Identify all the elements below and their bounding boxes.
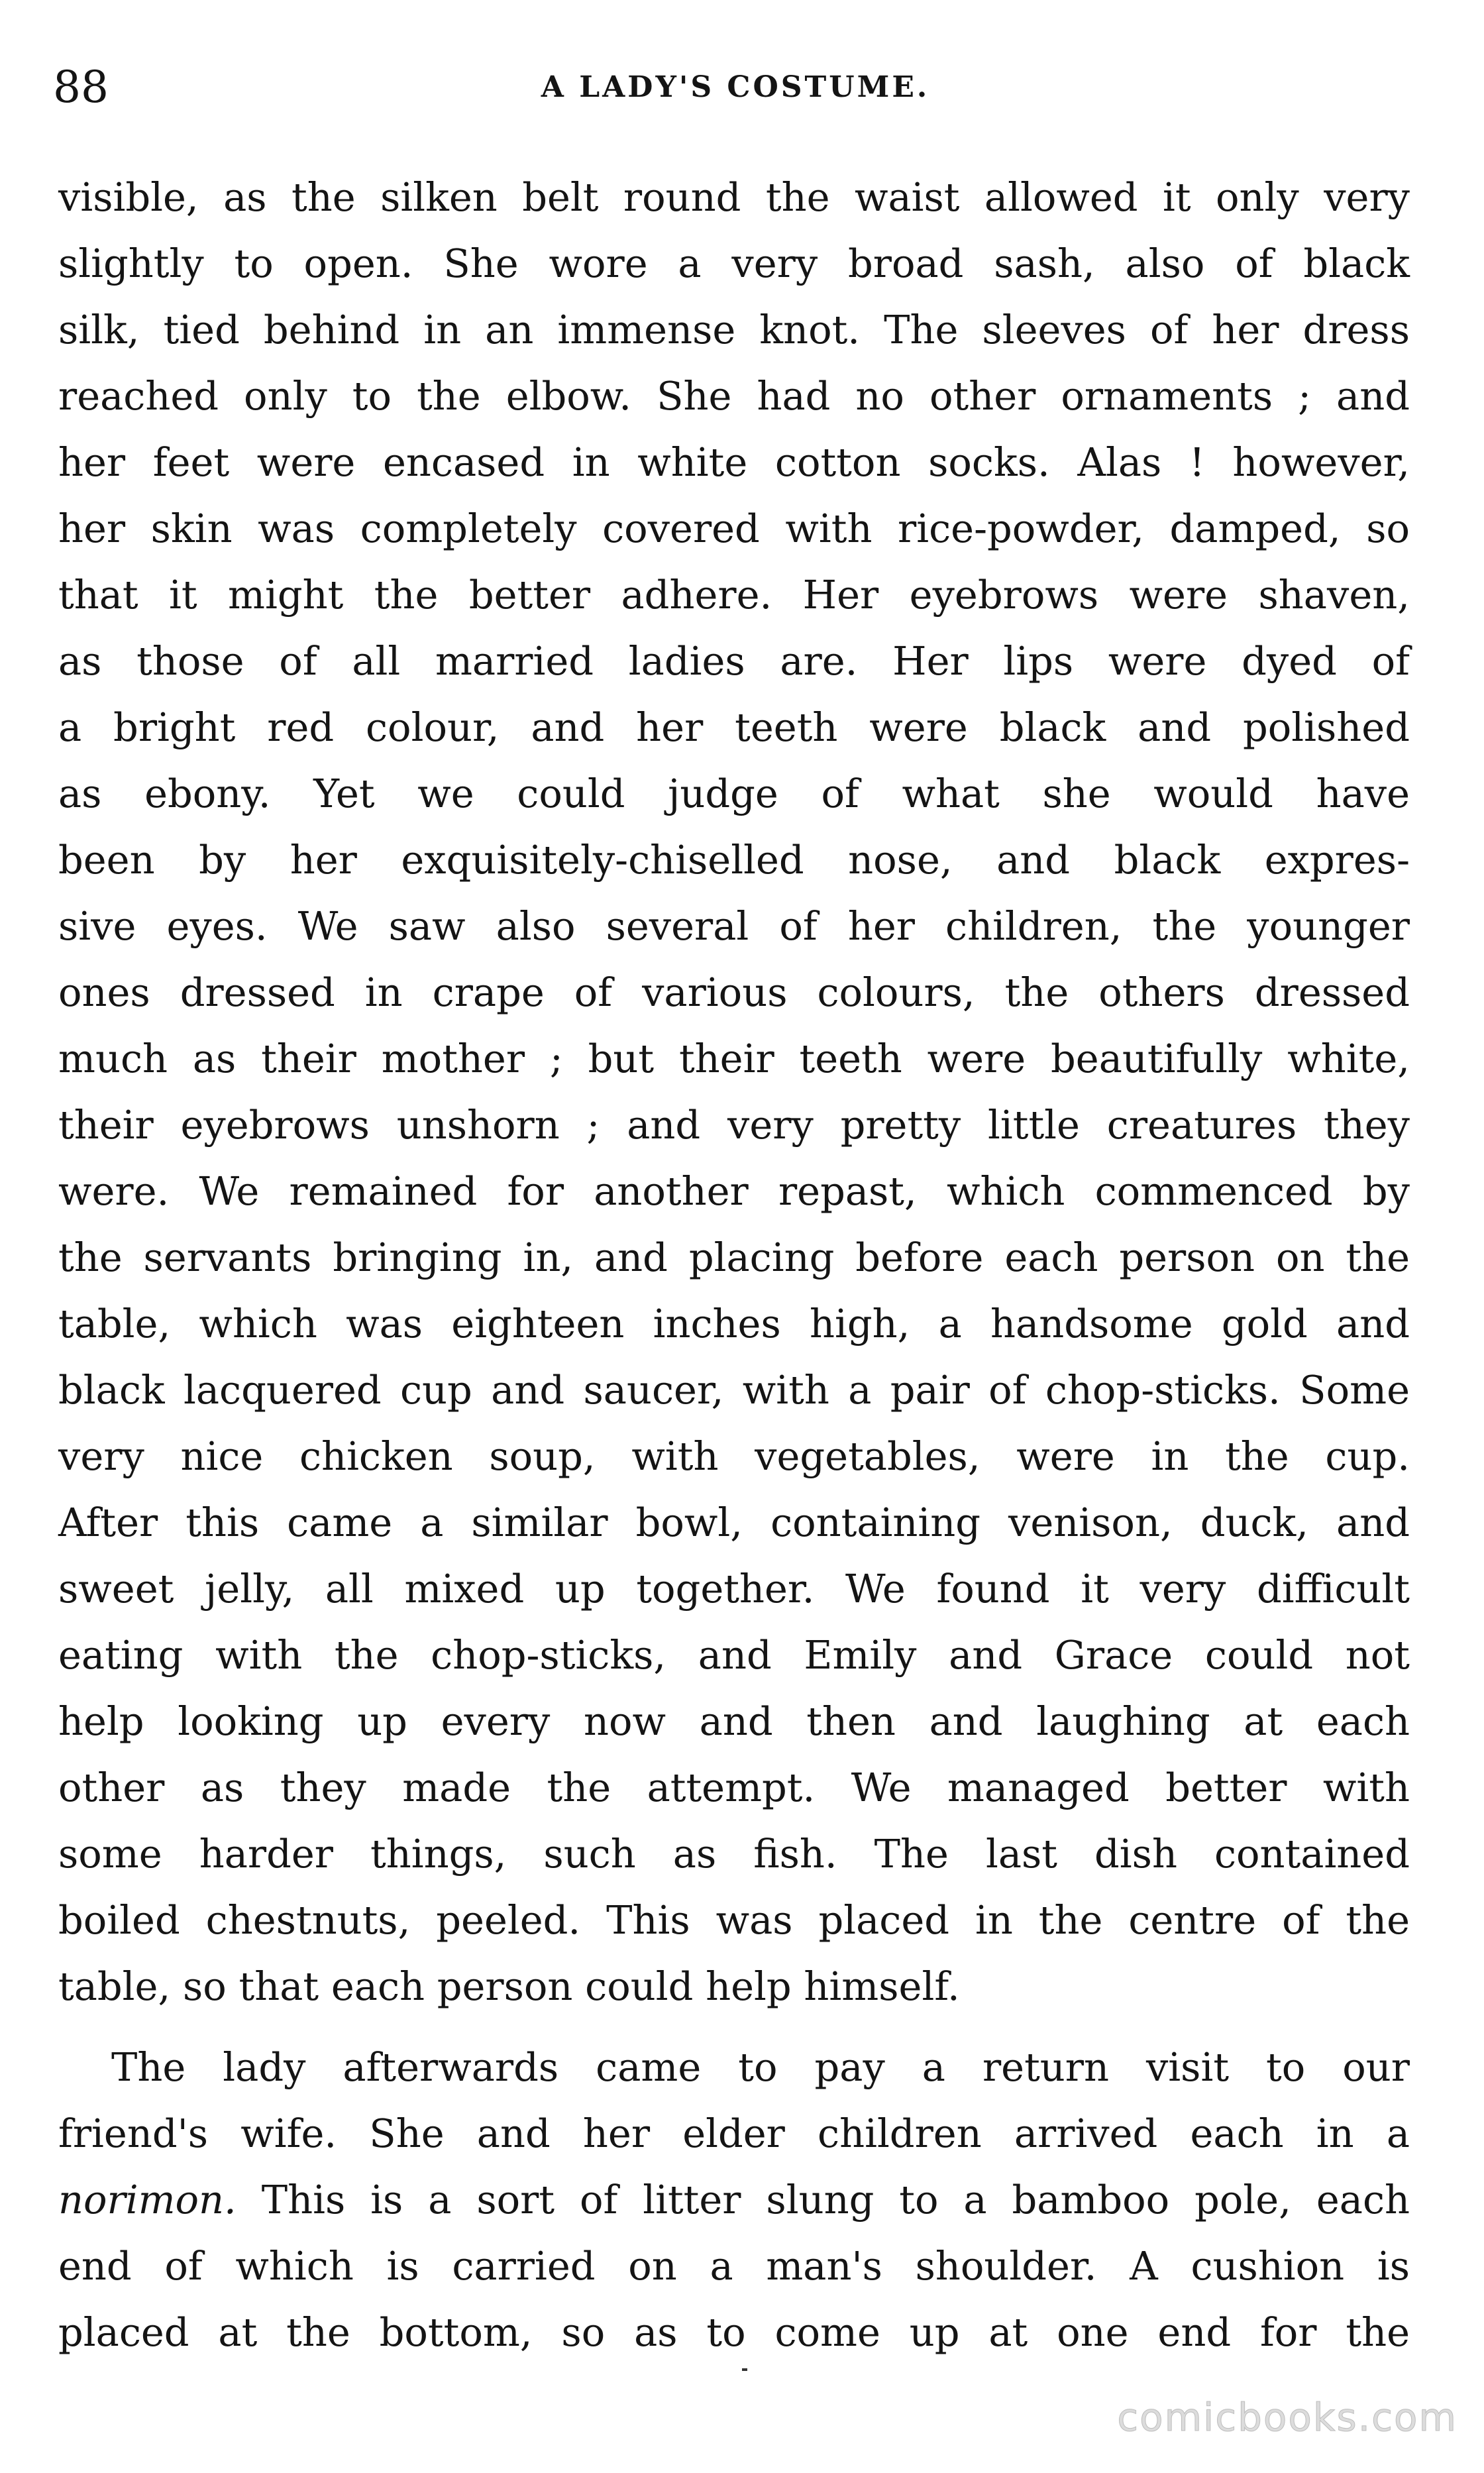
- print-speck: [742, 2368, 747, 2371]
- italic-term: norimon.: [58, 2177, 237, 2223]
- text-line: sive eyes. We saw also several of her children, the younger: [58, 903, 1410, 949]
- paragraph-1: [58, 164, 1410, 2020]
- text-line: very nice chicken soup, with vegetables, were in the cup.: [58, 1433, 1410, 1479]
- text-line: [58, 2167, 1410, 2233]
- text-line: a bright red colour, and her teeth were black and polished: [58, 704, 1410, 750]
- text-line: reached only to the elbow. She had no other ornaments ; and: [58, 373, 1410, 419]
- text-line: visible, as the silken belt round the waist allowed it only very: [58, 174, 1410, 220]
- text-line: friend's wife. She and her elder children arrived each in a: [58, 2111, 1410, 2156]
- text-line: help looking up every now and then and laughing at each: [58, 1698, 1410, 1744]
- text-line: silk, tied behind in an immense knot. The sleeves of her dress: [58, 307, 1410, 353]
- text-line: black lacquered cup and saucer, with a pair of chop-sticks. Some: [58, 1367, 1410, 1413]
- text-line: other as they made the attempt. We managed better with: [58, 1765, 1410, 1810]
- text-line: the servants bringing in, and placing before each person on the: [58, 1235, 1410, 1280]
- body-text: [58, 164, 1410, 2366]
- running-head: A LADY'S COSTUME.: [541, 70, 930, 104]
- text-line: some harder things, such as fish. The last dish contained: [58, 1831, 1410, 1877]
- text-line: boiled chestnuts, peeled. This was placed in the centre of the: [58, 1897, 1410, 1943]
- text-line: as those of all married ladies are. Her lips were dyed of: [58, 638, 1410, 684]
- text-line-rest: This is a sort of litter slung to a bamboo pole, each: [236, 2177, 1410, 2223]
- text-line: much as their mother ; but their teeth were beautifully white,: [58, 1036, 1410, 1081]
- watermark: comicbooks.com: [1117, 2395, 1458, 2440]
- text-line: After this came a similar bowl, containing venison, duck, and: [58, 1500, 1410, 1545]
- text-line: table, which was eighteen inches high, a handsome gold and: [58, 1301, 1410, 1346]
- text-line: ones dressed in crape of various colours, the others dressed: [58, 969, 1410, 1015]
- text-line: end of which is carried on a man's shoulder. A cushion is: [58, 2243, 1410, 2289]
- text-line: slightly to open. She wore a very broad sash, also of black: [58, 241, 1410, 286]
- text-line: that it might the better adhere. Her eyebrows were shaven,: [58, 572, 1410, 618]
- text-line: were. We remained for another repast, which commenced by: [58, 1168, 1410, 1214]
- paragraph-2: [58, 2034, 1410, 2366]
- text-line: their eyebrows unshorn ; and very pretty little creatures they: [58, 1102, 1410, 1148]
- text-line: The lady afterwards came to pay a return visit to our: [111, 2044, 1410, 2090]
- paragraph-gap: [58, 2020, 1410, 2034]
- text-line: placed at the bottom, so as to come up at one end for the: [58, 2309, 1410, 2355]
- text-line: her skin was completely covered with rice-powder, damped, so: [58, 506, 1410, 551]
- text-line: sweet jelly, all mixed up together. We found it very difficult: [58, 1566, 1410, 1612]
- text-line: as ebony. Yet we could judge of what she would have: [58, 771, 1410, 816]
- text-line: her feet were encased in white cotton socks. Alas ! however,: [58, 439, 1410, 485]
- text-line: table, so that each person could help himself.: [58, 1963, 960, 2009]
- text-line: been by her exquisitely-chiselled nose, and black expres-: [58, 837, 1410, 883]
- page-header: [53, 61, 1418, 114]
- text-line: eating with the chop-sticks, and Emily and Grace could not: [58, 1632, 1410, 1678]
- page-number: 88: [53, 62, 109, 113]
